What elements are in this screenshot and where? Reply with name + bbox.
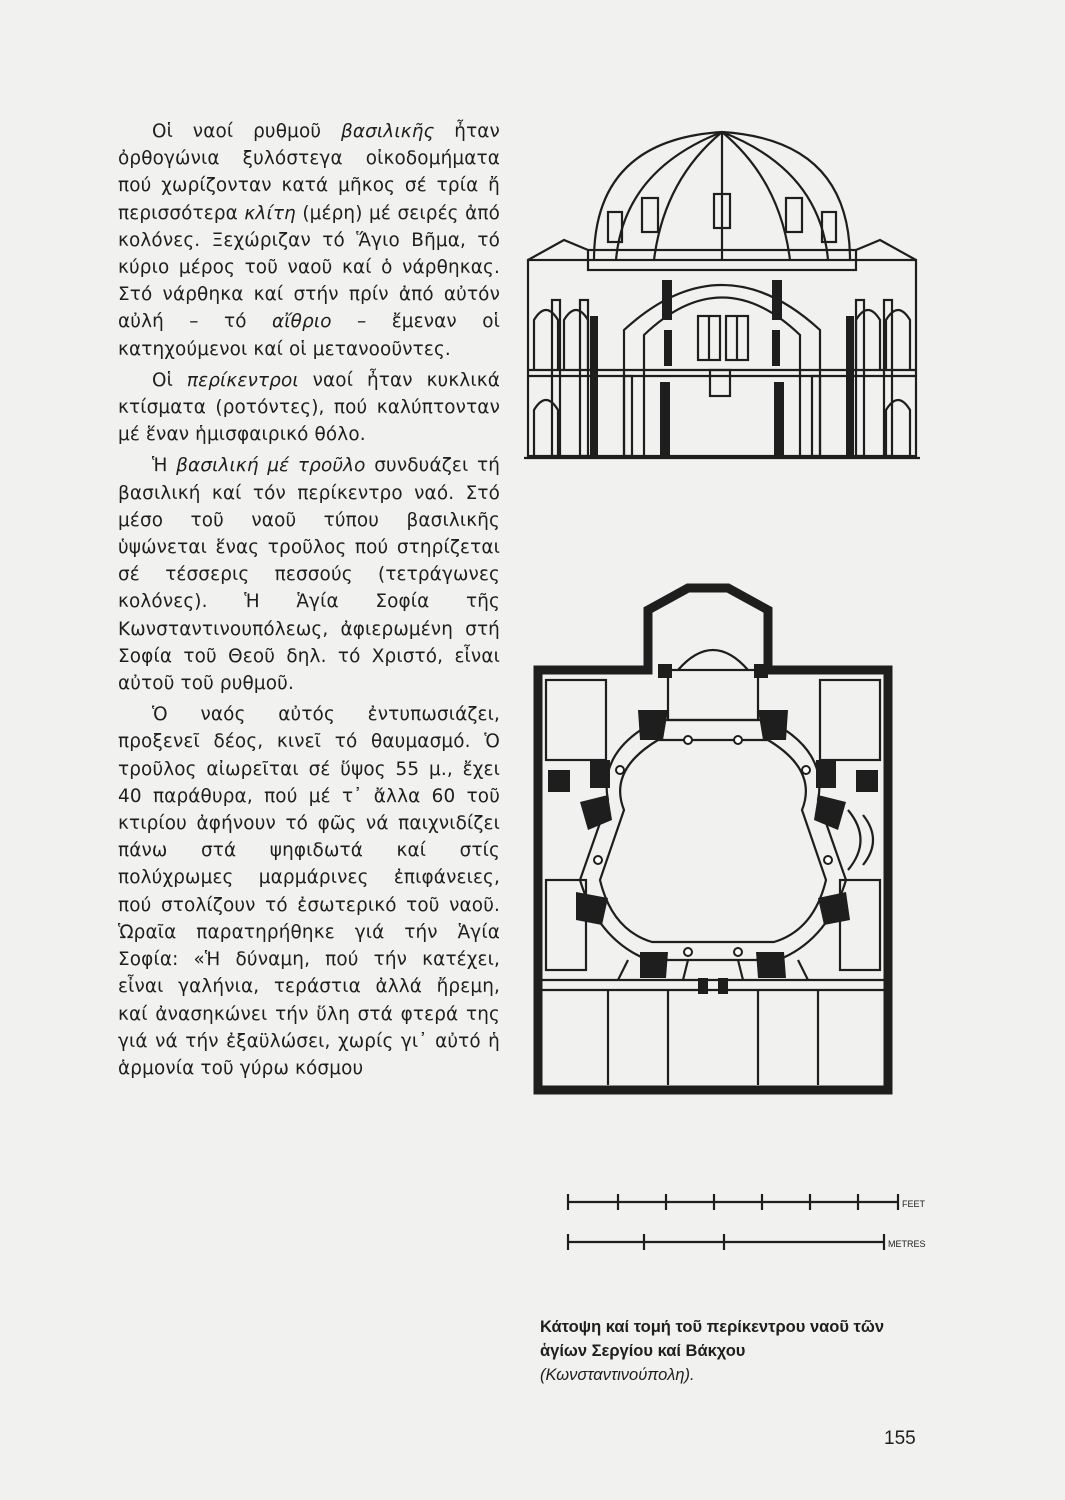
- church-section-drawing: [524, 120, 920, 460]
- page-number: 155: [884, 1428, 916, 1449]
- main-text-column: [118, 118, 500, 1086]
- paragraph-centralized: Οἱ περίκεντροι ναοί ἦταν κυκλικά κτίσματα (ροτόντες), πού καλύπτονταν μέ ἕναν ἡμισφαιρικό θόλο.: [118, 369, 501, 446]
- paragraph-hagia-sophia: Ὁ ναός αὐτός ἐντυπωσιάζει, προξενεῖ δέος, κινεῖ τό θαυμασμό. Ὁ τροῦλος αἰωρεῖται σέ ὕψος 55 μ., ἔχει 40 παράθυρα, πού μέ τ᾽ ἄλλα 60 τοῦ κτιρίου ἀφήνουν τό φῶς νά παιχνιδίζει πάνω στά ψηφιδωτά καί στίς πολύχρωμες μαρμάρινες ἐπιφάνειες, πού στολίζουν τό ἐσωτερικό τοῦ ναοῦ. Ὡραῖα παρατηρήθηκε γιά τήν Ἁγία Σοφία: «Ἡ δύναμη, πού τήν κατέχει, εἶναι γαλήνια, τεράστια ἀλλά ἤρεμη, καί ἀνασηκώνει τήν ὕλη στά φτερά της γιά νά τήν ἐξαϋλώσει, χωρίς γι᾽ αὐτό ἡ ἁρμονία τοῦ γύρω κόσμου: [118, 704, 500, 1079]
- scale-label-feet: FEET: [902, 1199, 926, 1209]
- paragraph-basilica: Οἱ ναοί ρυθμοῦ βασιλικῆς ἦταν ὀρθογώνια ξυλόστεγα οἰκοδομήματα πού χωρίζονταν κατά μῆκος σέ τρία ἤ περισσότερα κλίτη (μέρη) μέ σειρές ἀπό κολόνες. Ξεχώριζαν τό Ἅγιο Βῆμα, τό κύριο μέρος τοῦ ναοῦ καί ὁ νάρθηκας. Στό νάρθηκα καί στήν πρίν ἀπό αὐτόν αὐλή – τό αἴθριο – ἔμεναν οἱ κατηχούμενοι καί οἱ μετανοοῦντες.: [118, 121, 500, 360]
- scale-label-metres: METRES: [888, 1239, 926, 1249]
- caption-title: Κάτοψη καί τομή τοῦ περίκεντρου ναοῦ τῶν ἁγίων Σεργίου καί Βάκχου: [540, 1318, 885, 1360]
- scale-bars: [564, 1190, 944, 1260]
- caption-location: (Κωνσταντινούπολη).: [540, 1366, 695, 1384]
- church-plan-drawing: [528, 580, 898, 1100]
- paragraph-domed-basilica: Ἡ βασιλική μέ τροῦλο συνδυάζει τή βασιλική καί τόν περίκεντρο ναό. Στό μέσο τοῦ ναοῦ τύπου βασιλικῆς ὑψώνεται ἕνας τροῦλος πού στηρίζεται σέ τέσσερις πεσσούς (τετράγωνες κολόνες). Ἡ Ἁγία Σοφία τῆς Κωνσταντινουπόλεως, ἀφιερωμένη στή Σοφία τοῦ Θεοῦ δηλ. τό Χριστό, εἶναι αὐτοῦ τοῦ ρυθμοῦ.: [118, 455, 500, 695]
- figure-caption: [540, 1315, 935, 1387]
